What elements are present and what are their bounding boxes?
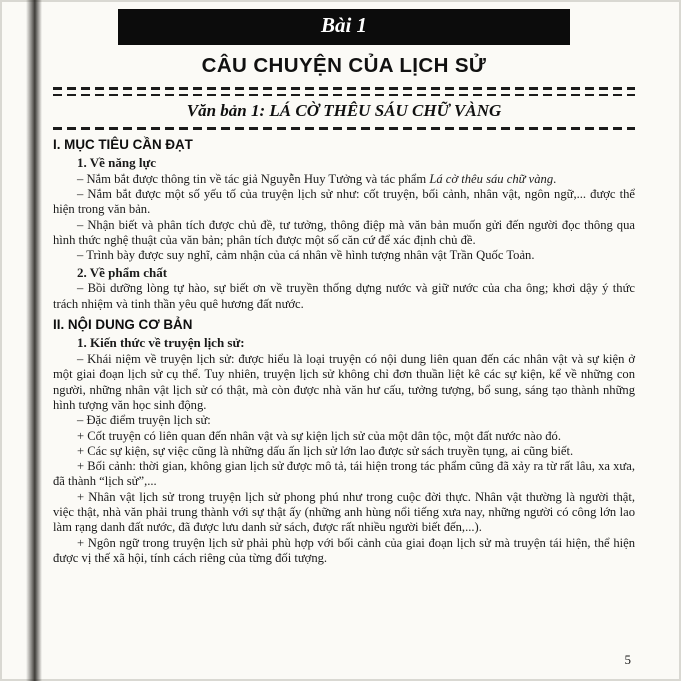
paragraph: – Nhận biết và phân tích được chủ đề, tư tưởng, thông điệp mà văn bản muốn gửi đến người đọc thông qua hình thức nghệ thuật của văn bản; phân tích được một số căn cứ để xác định chủ đề. bbox=[53, 217, 635, 248]
paragraph: – Đặc điểm truyện lịch sử: bbox=[77, 413, 211, 428]
dashed-divider bbox=[53, 127, 635, 130]
paragraph: + Cốt truyện có liên quan đến nhân vật và sự kiện lịch sử của một dân tộc, một đất nước nào đó. bbox=[77, 428, 562, 443]
subtitle-text: Văn bản 1: LÁ CỜ THÊU SÁU CHỮ VÀNG bbox=[186, 101, 502, 121]
paragraph: + Các sự kiện, sự việc cũng là những dấu ấn lịch sử lớn lao được sử sách truyền tụng, ai cũng biết. bbox=[77, 443, 574, 458]
paragraph: – Khái niệm về truyện lịch sử: được hiểu là loại truyện có nội dung liên quan đến các nhân vật và sự kiện ở một giai đoạn lịch sử cụ thể. Tuy nhiên, truyện lịch sử không chỉ đơn thuần liệt kê các sự kiện, kể về những con người, những nhân vật lịch sử có thật, mà còn được nhà văn hư cấu, tưởng tượng, bổ sung, sáng tạo thành những hình tượng văn học sinh động. bbox=[53, 352, 635, 412]
paragraph-text: . bbox=[553, 171, 557, 186]
paragraph: – Trình bày được suy nghĩ, cảm nhận của cá nhân về hình tượng nhân vật Trần Quốc Toản. bbox=[77, 248, 535, 263]
sub-heading: 1. Về năng lực bbox=[77, 155, 157, 171]
page-body bbox=[53, 137, 635, 566]
paragraph bbox=[53, 172, 635, 187]
section-heading: II. NỘI DUNG CƠ BẢN bbox=[53, 317, 193, 332]
dashed-divider bbox=[53, 87, 635, 90]
book-title-italic: Lá cờ thêu sáu chữ vàng bbox=[429, 171, 554, 186]
lesson-label: Bài 1 bbox=[320, 13, 368, 37]
paragraph-text: – Nắm bắt được thông tin về tác giả Nguyễn Huy Tưởng và tác phẩm bbox=[77, 171, 430, 186]
document-subtitle bbox=[53, 96, 635, 127]
paragraph: + Ngôn ngữ trong truyện lịch sử phải phù hợp với bối cảnh của giai đoạn lịch sử mà truyện tái hiện, thể hiện được vị thế xã hội, tính cách riêng của từng đối tượng. bbox=[53, 535, 635, 565]
sub-heading: 1. Kiến thức về truyện lịch sử: bbox=[77, 335, 245, 351]
lesson-banner bbox=[118, 9, 570, 45]
page-content bbox=[53, 0, 635, 566]
book-spine-shadow bbox=[26, 0, 42, 681]
paragraph: + Nhân vật lịch sử trong truyện lịch sử phong phú như trong cuộc đời thực. Nhân vật thường là người thật, việc thật, nhà văn phải trung thành với sự thật ấy (những anh hùng nổi tiếng xưa nay, những người có công lớn lao làm rạng danh đất nước, đã được lưu danh sử sách, được rất nhiều người biết đến,...). bbox=[53, 489, 635, 535]
paragraph: – Nắm bắt được một số yếu tố của truyện lịch sử như: cốt truyện, bối cảnh, nhân vật, ngôn ngữ,... được thể hiện trong văn bản. bbox=[53, 187, 635, 217]
page-number: 5 bbox=[624, 652, 631, 667]
sub-heading: 2. Về phẩm chất bbox=[77, 264, 168, 280]
page-title: CÂU CHUYỆN CỦA LỊCH SỬ bbox=[201, 54, 487, 77]
paragraph: – Bồi dưỡng lòng tự hào, sự biết ơn về truyền thống dựng nước và giữ nước của cha ông; khơi dậy ý thức trách nhiệm và tinh thần yêu quê hương đất nước. bbox=[53, 281, 635, 311]
section-heading: I. MỤC TIÊU CẦN ĐẠT bbox=[53, 136, 193, 152]
paragraph: + Bối cảnh: thời gian, không gian lịch sử được mô tả, tái hiện trong tác phẩm cũng đã xảy ra từ rất lâu, xa xưa, đã thành “lịch sử”,... bbox=[53, 459, 635, 489]
